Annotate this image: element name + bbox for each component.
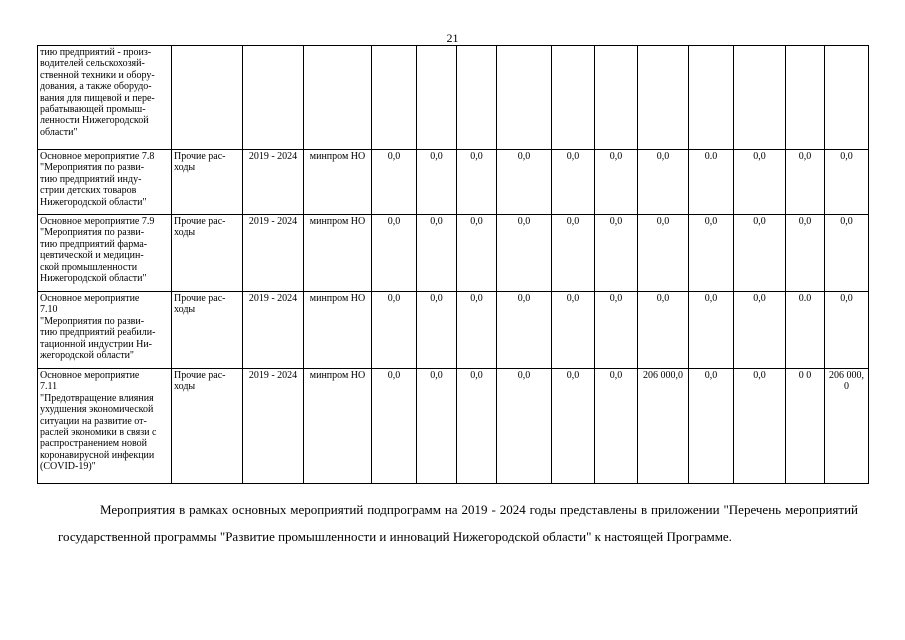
value-cell: 0,0 (689, 215, 734, 292)
value-cell: 0 0 (786, 369, 825, 484)
value-cell: 0,0 (786, 215, 825, 292)
executor: минпром НО (304, 150, 372, 215)
activity-name: Основное мероприятие 7.8 "Мероприятия по разви- тию предприятий инду- стрии детских товаров Нижегородской области" (38, 150, 172, 215)
value-cell: 0,0 (825, 215, 869, 292)
value-cell: 0,0 (689, 369, 734, 484)
value-cell (825, 46, 869, 150)
years: 2019 - 2024 (243, 150, 304, 215)
value-cell: 0,0 (638, 215, 689, 292)
funding-source: Прочие рас- ходы (172, 369, 243, 484)
value-cell: 0.0 (689, 150, 734, 215)
value-cell: 0,0 (417, 150, 457, 215)
value-cell (552, 46, 595, 150)
value-cell: 0,0 (595, 215, 638, 292)
value-cell: 0,0 (734, 150, 786, 215)
value-cell: 0,0 (786, 150, 825, 215)
funding-source: Прочие рас- ходы (172, 292, 243, 369)
value-cell: 0,0 (497, 369, 552, 484)
value-cell: 0,0 (825, 150, 869, 215)
value-cell: 0,0 (417, 292, 457, 369)
value-cell: 0,0 (734, 215, 786, 292)
value-cell: 0,0 (595, 369, 638, 484)
value-cell: 0,0 (417, 215, 457, 292)
value-cell: 206 000,0 (638, 369, 689, 484)
value-cell: 0,0 (734, 292, 786, 369)
executor: минпром НО (304, 369, 372, 484)
value-cell: 0,0 (595, 150, 638, 215)
value-cell: 0,0 (497, 215, 552, 292)
activity-name: Основное мероприятие 7.9 "Мероприятия по разви- тию предприятий фарма- цевтической и медицин- ской промышленности Нижегородской области" (38, 215, 172, 292)
page-number: 21 (446, 31, 459, 45)
value-cell: 0,0 (638, 150, 689, 215)
body-paragraph: Мероприятия в рамках основных мероприятий подпрограмм на 2019 - 2024 годы представлены в приложении "Перечень мероприятий государственной программы "Развитие промышленности и инноваций Нижегородской области" к настоящей Программе. (58, 502, 858, 544)
value-cell: 0,0 (372, 150, 417, 215)
table-row (38, 46, 869, 150)
table-row (38, 369, 869, 484)
value-cell: 0,0 (372, 215, 417, 292)
value-cell: 0,0 (595, 292, 638, 369)
years (243, 46, 304, 150)
value-cell (497, 46, 552, 150)
activity-name: Основное мероприятие 7.11 "Предотвращение влияния ухудшения экономической ситуации на развитие от- раслей экономики в связи с распространением новой коронавирусной инфекции (COVID-19)" (38, 369, 172, 484)
value-cell (638, 46, 689, 150)
value-cell: 0,0 (457, 150, 497, 215)
value-cell: 206 000, 0 (825, 369, 869, 484)
value-cell: 0,0 (552, 150, 595, 215)
executor: минпром НО (304, 215, 372, 292)
executor (304, 46, 372, 150)
funding-source: Прочие рас- ходы (172, 150, 243, 215)
years: 2019 - 2024 (243, 369, 304, 484)
table-row (38, 292, 869, 369)
value-cell (786, 46, 825, 150)
activity-name: тию предприятий - произ- водителей сельскохозяй- ственной техники и обору- дования, а также оборудо- вания для пищевой и пере- рабатывающей промыш- ленности Нижегородской области" (38, 46, 172, 150)
value-cell: 0,0 (417, 369, 457, 484)
value-cell (595, 46, 638, 150)
value-cell: 0,0 (497, 150, 552, 215)
funding-source: Прочие рас- ходы (172, 215, 243, 292)
activity-name: Основное мероприятие 7.10 "Мероприятия по разви- тию предприятий реабили- тационной индустрии Ни- жегородской области" (38, 292, 172, 369)
value-cell: 0,0 (552, 292, 595, 369)
table-row (38, 150, 869, 215)
value-cell: 0,0 (552, 215, 595, 292)
activities-table (37, 45, 869, 484)
value-cell: 0,0 (497, 292, 552, 369)
table-row (38, 215, 869, 292)
value-cell: 0.0 (786, 292, 825, 369)
value-cell: 0,0 (734, 369, 786, 484)
value-cell (734, 46, 786, 150)
value-cell: 0,0 (689, 292, 734, 369)
value-cell: 0,0 (825, 292, 869, 369)
funding-source (172, 46, 243, 150)
value-cell: 0,0 (457, 215, 497, 292)
value-cell: 0,0 (552, 369, 595, 484)
value-cell (372, 46, 417, 150)
value-cell (457, 46, 497, 150)
value-cell: 0,0 (372, 292, 417, 369)
value-cell: 0,0 (457, 292, 497, 369)
value-cell: 0,0 (457, 369, 497, 484)
value-cell: 0,0 (372, 369, 417, 484)
years: 2019 - 2024 (243, 292, 304, 369)
value-cell (417, 46, 457, 150)
executor: минпром НО (304, 292, 372, 369)
value-cell (689, 46, 734, 150)
years: 2019 - 2024 (243, 215, 304, 292)
value-cell: 0,0 (638, 292, 689, 369)
